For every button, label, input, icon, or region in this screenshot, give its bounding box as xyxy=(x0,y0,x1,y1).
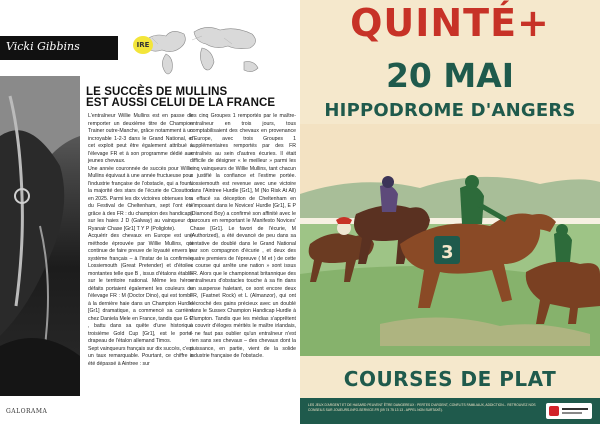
ad-headline: QUINTÉ+ xyxy=(350,1,550,45)
article-title xyxy=(86,87,296,109)
logo-mark xyxy=(549,406,559,416)
ad-disclaimer: LES JEUX D'ARGENT ET DE HASARD PEUVENT ÊTRE DANGEREUX : PERTES D'ARGENT, CONFLITS FAMILIAUX, ADDICTION... RETROUVEZ NOS CONSEILS SUR JOUEURS-INFO-SERVICE.FR (09 74 75 13 13 - APPEL NON SURTAXÉ). xyxy=(308,403,536,412)
author-name: Vicki Gibbins xyxy=(6,40,80,53)
ad-date: 20 MAI xyxy=(385,56,515,95)
world-map-icon xyxy=(132,14,272,84)
paragraph: Sept vainqueurs français sur dix succès, c'est un taux remarquable. Pourtant, ce chiffre a été dépassé à Aintree : sur xyxy=(88,345,193,367)
ad-tagline: COURSES DE PLAT xyxy=(343,367,557,391)
pmu-logo-icon xyxy=(546,403,592,419)
article-photo xyxy=(0,76,80,396)
logo-bar xyxy=(562,412,582,414)
saddle-number: 3 xyxy=(441,242,454,263)
article-title-line1: LE SUCCÈS DE MULLINS xyxy=(86,86,228,98)
paragraph: L'entraîneur Willie Mullins est en passe de remporter un deuxième titre de Champion Trainer outre-Manche, grâce notamment à un incroyable 1-2-3 dans le Grand National, et cet exploit peut être également attribué à l'élevage FR et à son programme dédié aux jeunes chevaux. xyxy=(88,113,193,164)
logo-bar xyxy=(562,408,588,410)
paragraph: les cinq Groupes 1 remportés par le maître-entraîneur en trois jours, tous comptabilisaient des chevaux en provenance d'Europe, avec trois Groupes 1 supplémentaires remportés par des FR entraînés au sein d'autres écuries. Il était difficile de désigner « le meilleur » parmi les cinq vainqueurs de Willie Mullins, tant chacun a justifié la confiance et l'estime portée. Lossiemouth est revenue avec une victoire dans l'Aintree Hurdle [Gr1], M (No Risk At All) a effacé sa déception de Cheltenham en s'imposant dans le Novices' Hurdle [Gr1], E P (Diamond Boy) a confirmé son affinité avec le parcours en remportant le Manifesto Novices' Chase [Gr1]. Le favori de l'écurie, M (Authorized), a été devancé de peu dans sa tentative de doublé dans le Grand National par son compagnon d'écurie , et deux des quatre premiers de l'épreuve ( M et ) de cette « course qui arrête une nation » sont issus FR. Alors que le championnat britannique des entraîneurs d'obstacles touche à sa fin dans un suspense haletant, ce sont encore deux FR, (Fastnet Rock) et L (Almanzor), qui ont décroché des gains précieux avec un doublé dans le Sussex Champion Handicap Hurdle à Plumpton. Tandis que les médias s'apprêtent à couvrir d'éloges mérités le maître irlandais, il ne faut pas oublier qu'un entraîneur n'est rien sans ses chevaux – des chevaux dont la puissance, en partie, vient de la solide industrie française de l'obstacle. xyxy=(190,113,296,359)
paragraph: Une année couronnée de succès pour Willie Mullins équivaut à une année fructueuse pour l'industrie française de l'obstacle, qui a fourni la majorité des stars de l'écurie de Closutton en 2025. Parmi les dix victoires obtenues lors du Festival de Cheltenham, sept l'ont été grâce à des FR : du champion des handicaps sur les haies J D (Galway) au vainqueur du Ryanair Chase [Gr1] T Y P (Poliglote). xyxy=(88,165,193,232)
ad-footer xyxy=(300,398,600,424)
article-column-2 xyxy=(190,113,296,361)
advertisement xyxy=(300,0,600,424)
article-title-line2: EST AUSSI CELUI DE LA FRANCE xyxy=(86,97,276,109)
horse-bridle-photo xyxy=(0,76,80,396)
magazine-logo: GALORAMA xyxy=(6,408,48,415)
ad-venue: HIPPODROME D'ANGERS xyxy=(324,100,576,121)
paragraph: Acquérir des chevaux en Europe est une méthode éprouvée par Willie Mullins, qui continue de faire preuve de loyauté envers le système français – à l'instar de la confirmée Lossiemouth (Great Pretender) et d'étoiles montantes telle que B , issus d'étalons établis sur le territoire national. Même les héros défaits portaient également les couleurs de l'élevage FR : M (Doctor Dino), qui est tombé à la dernière haie dans un Champion Hurdle [Gr1] dramatique, a commencé sa carrière chez Daniela Mele en France, tandis que G C , battu dans sa quête d'une historique troisième Gold Cup [Gr1], est le porte-drapeau de l'étalon allemand Timos. xyxy=(88,233,193,344)
horse-race-illustration xyxy=(300,124,600,356)
author-bar xyxy=(0,36,118,60)
rubric-badge: IRE xyxy=(133,36,153,54)
article-column-1 xyxy=(88,113,193,368)
